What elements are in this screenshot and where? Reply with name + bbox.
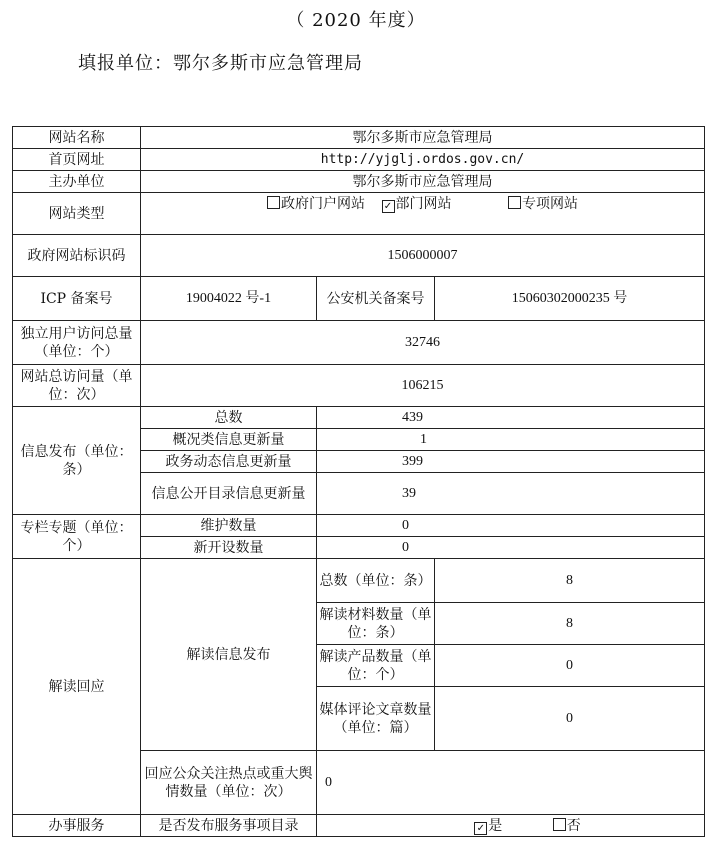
special-topics-item-label: 维护数量 (141, 515, 317, 537)
checkbox-unchecked-icon[interactable] (553, 818, 566, 831)
report-year: （ 2020 年度） (286, 10, 426, 31)
services-label: 办事服务 (13, 815, 141, 837)
police-record-label: 公安机关备案号 (317, 277, 435, 321)
info-release-item-label: 总数 (141, 407, 317, 429)
home-url-value: http://yjglj.ordos.gov.cn/ (141, 149, 705, 171)
reporting-unit (78, 49, 363, 75)
home-url-label: 首页网址 (13, 149, 141, 171)
icp-label: ICP 备案号 (13, 277, 141, 321)
info-release-item-value: 39 (317, 473, 705, 515)
info-release-label: 信息发布（单位：条） (13, 407, 141, 515)
table-row (13, 171, 705, 193)
table-row (13, 365, 705, 407)
services-option-label: 是 (488, 817, 503, 834)
site-type-option-department[interactable] (382, 196, 452, 212)
interpretation-item-label: 总数（单位：条） (317, 559, 435, 603)
site-name-value: 鄂尔多斯市应急管理局 (141, 127, 705, 149)
table-row (13, 235, 705, 277)
site-type-option-special[interactable] (508, 196, 578, 212)
site-type-option-portal[interactable] (267, 196, 365, 212)
interpretation-item-label: 解读产品数量（单位：个） (317, 645, 435, 687)
services-option-yes[interactable] (474, 818, 502, 834)
table-row (13, 193, 705, 235)
checkbox-unchecked-icon[interactable] (508, 196, 521, 209)
interpretation-item-value: 0 (435, 687, 705, 751)
interpretation-item-value: 0 (435, 645, 705, 687)
info-release-item-value: 399 (317, 451, 705, 473)
sponsor-value: 鄂尔多斯市应急管理局 (141, 171, 705, 193)
special-topics-item-value: 0 (317, 515, 705, 537)
checkbox-unchecked-icon[interactable] (267, 196, 280, 209)
reporting-unit-label: 填报单位： (78, 53, 173, 74)
info-release-item-label: 政务动态信息更新量 (141, 451, 317, 473)
services-option-label: 否 (566, 817, 581, 834)
site-type-option-label: 政府门户网站 (281, 196, 366, 212)
interpretation-item-label: 媒体评论文章数量（单位：篇） (317, 687, 435, 751)
site-type-options (141, 193, 705, 235)
services-options (317, 815, 705, 837)
info-release-item-value: 439 (317, 407, 705, 429)
special-topics-item-value: 0 (317, 537, 705, 559)
reporting-unit-name: 鄂尔多斯市应急管理局 (173, 53, 363, 74)
interpretation-item-value: 8 (435, 559, 705, 603)
checkbox-checked-icon[interactable]: ✓ (382, 200, 395, 213)
response-value: 0 (317, 751, 705, 815)
checkbox-checked-icon[interactable]: ✓ (474, 822, 487, 835)
table-row (13, 815, 705, 837)
table-row (13, 559, 705, 603)
table-row (13, 515, 705, 537)
services-option-no[interactable] (553, 818, 581, 834)
services-question: 是否发布服务事项目录 (141, 815, 317, 837)
special-topics-item-label: 新开设数量 (141, 537, 317, 559)
table-row (13, 277, 705, 321)
info-release-item-value: 1 (317, 429, 705, 451)
police-record-value: 15060302000235 号 (435, 277, 705, 321)
website-annual-report-table (12, 126, 705, 837)
site-type-option-label: 专项网站 (521, 196, 578, 212)
table-row (13, 149, 705, 171)
table-row (13, 127, 705, 149)
total-visits-value: 106215 (141, 365, 705, 407)
total-visits-label: 网站总访问量（单位：次） (13, 365, 141, 407)
info-release-item-label: 信息公开目录信息更新量 (141, 473, 317, 515)
interpretation-sub-label: 解读信息发布 (141, 559, 317, 751)
table-row (13, 407, 705, 429)
table-row (13, 321, 705, 365)
sponsor-label: 主办单位 (13, 171, 141, 193)
interpretation-item-value: 8 (435, 603, 705, 645)
unique-visitors-value: 32746 (141, 321, 705, 365)
interpretation-label: 解读回应 (13, 559, 141, 815)
gov-id-value: 1506000007 (141, 235, 705, 277)
unique-visitors-label: 独立用户访问总量（单位：个） (13, 321, 141, 365)
gov-id-label: 政府网站标识码 (13, 235, 141, 277)
special-topics-label: 专栏专题（单位：个） (13, 515, 141, 559)
interpretation-item-label: 解读材料数量（单位：条） (317, 603, 435, 645)
response-label: 回应公众关注热点或重大舆情数量（单位：次） (141, 751, 317, 815)
site-type-label: 网站类型 (13, 193, 141, 235)
info-release-item-label: 概况类信息更新量 (141, 429, 317, 451)
site-name-label: 网站名称 (13, 127, 141, 149)
icp-value: 19004022 号-1 (141, 277, 317, 321)
site-type-option-label: 部门网站 (395, 196, 452, 212)
